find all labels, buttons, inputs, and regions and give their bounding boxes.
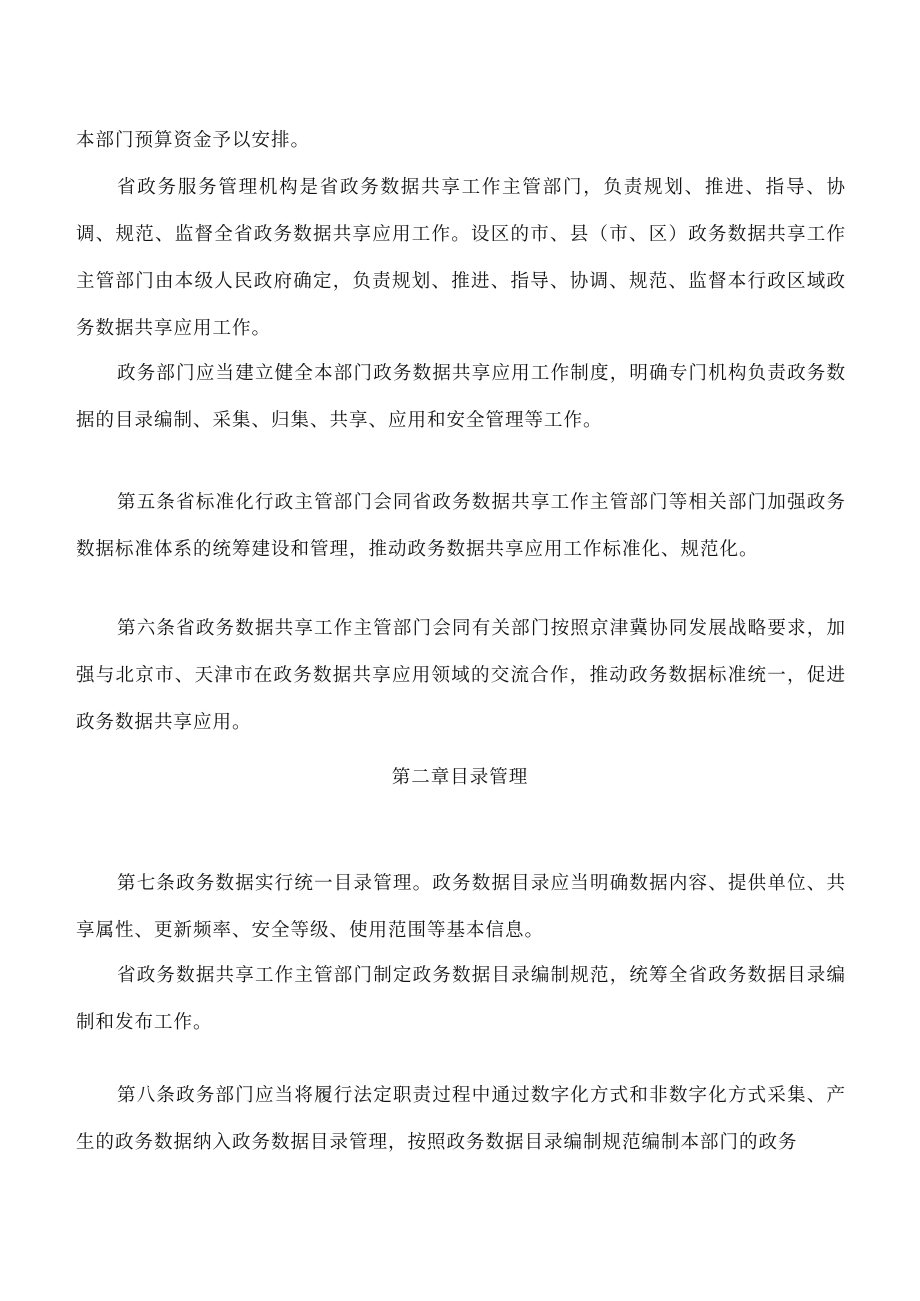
article-7: 第七条政务数据实行统一目录管理。政务数据目录应当明确数据内容、提供单位、共享属性、更新频率、安全等级、使用范围等基本信息。 [76, 873, 846, 941]
article-6: 第六条省政务数据共享工作主管部门会同有关部门按照京津冀协同发展战略要求，加强与北京市、天津市在政务数据共享应用领域的交流合作，推动政务数据标准统一，促进政务数据共享应用。 [76, 618, 846, 733]
paragraph-budget-continuation: 本部门预算资金予以安排。 [76, 130, 311, 151]
paragraph-department-system: 政务部门应当建立健全本部门政务数据共享应用工作制度，明确专门机构负责政务数据的目录编制、采集、归集、共享、应用和安全管理等工作。 [76, 363, 846, 431]
paragraph-catalog-spec: 省政务数据共享工作主管部门制定政务数据目录编制规范，统筹全省政务数据目录编制和发布工作。 [76, 965, 846, 1033]
chapter-heading: 第二章目录管理 [391, 767, 529, 788]
article-8: 第八条政务部门应当将履行法定职责过程中通过数字化方式和非数字化方式采集、产生的政务数据纳入政务数据目录管理，按照政务数据目录编制规范编制本部门的政务 [76, 1085, 846, 1153]
paragraph-provincial-authority: 省政务服务管理机构是省政务数据共享工作主管部门，负责规划、推进、指导、协调、规范、监督全省政务数据共享应用工作。设区的市、县（市、区）政务数据共享工作主管部门由本级人民政府确定，负责规划、推进、指导、协调、规范、监督本行政区域政务数据共享应用工作。 [76, 177, 846, 339]
article-5: 第五条省标准化行政主管部门会同省政务数据共享工作主管部门等相关部门加强政务数据标准体系的统筹建设和管理，推动政务数据共享应用工作标准化、规范化。 [76, 492, 846, 560]
